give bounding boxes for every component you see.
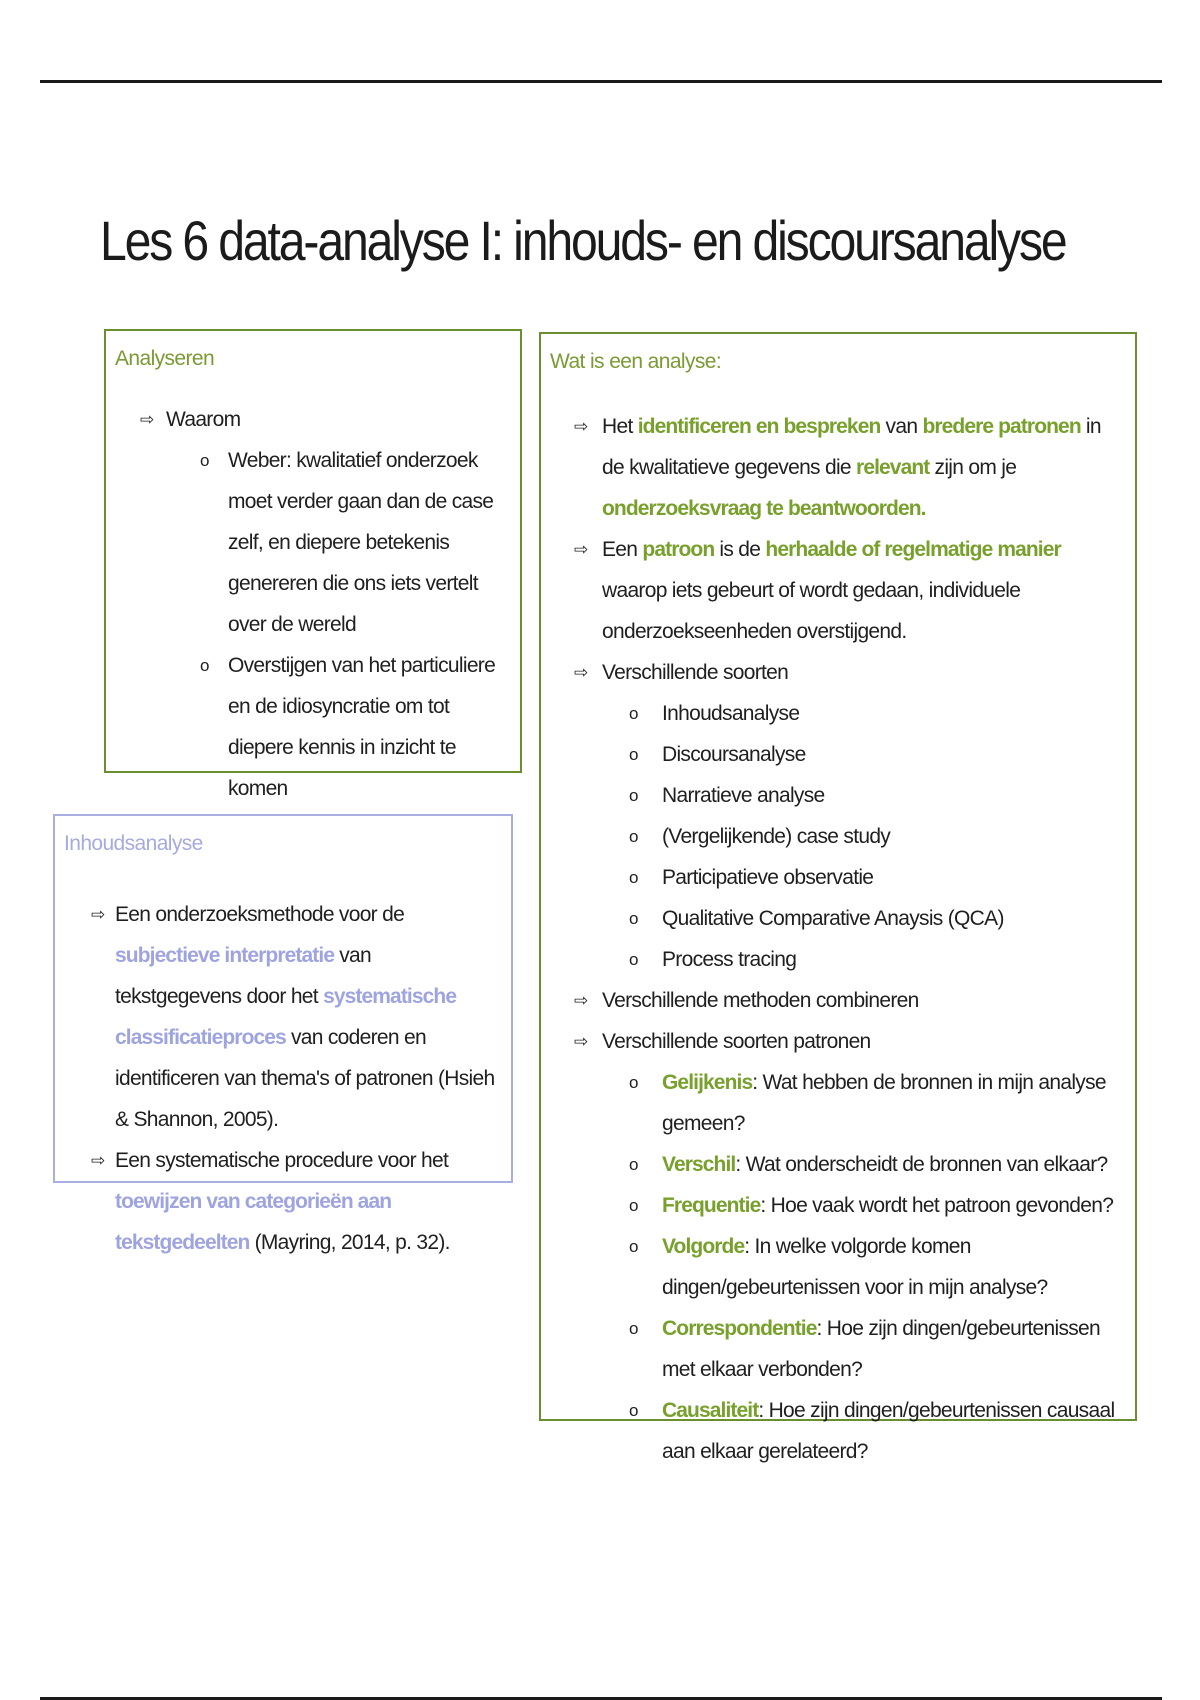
list-item xyxy=(541,406,1135,529)
patterns-sub-list xyxy=(602,1062,1125,1472)
analyseren-title: Analyseren xyxy=(115,347,215,370)
list-item xyxy=(541,652,1135,980)
sub-list-item xyxy=(602,1185,1125,1226)
sub-list-item xyxy=(602,734,1125,775)
highlight: subjectieve interpretatie xyxy=(115,944,335,967)
text: Een onderzoeksmethode voor de xyxy=(115,903,405,926)
circle-bullet-icon: o xyxy=(629,1196,638,1215)
sub-list-item xyxy=(602,1226,1125,1308)
sub-item-text: Discoursanalyse xyxy=(662,743,806,766)
arrow-right-icon: ⇨ xyxy=(574,1032,588,1051)
item-label: Verschillende methoden combineren xyxy=(602,989,919,1012)
pattern-term: Verschil xyxy=(662,1153,736,1176)
sub-item-text: Inhoudsanalyse xyxy=(662,702,800,725)
pattern-text: : Hoe zijn dingen/gebeurtenissen causaal aan elkaar gerelateerd? xyxy=(662,1399,1115,1463)
text: van tekstgegevens door het xyxy=(115,944,371,1008)
arrow-right-icon: ⇨ xyxy=(140,410,154,429)
arrow-right-icon: ⇨ xyxy=(91,905,105,924)
sub-item-text: Participatieve observatie xyxy=(662,866,874,889)
pattern-text: : Hoe zijn dingen/gebeurtenissen met elkaar verbonden? xyxy=(662,1317,1101,1381)
highlight: onderzoeksvraag te beantwoorden. xyxy=(602,497,926,520)
sub-list-item xyxy=(602,775,1125,816)
pattern-term: Correspondentie xyxy=(662,1317,817,1340)
circle-bullet-icon: o xyxy=(629,1155,638,1174)
list-item xyxy=(541,1021,1135,1472)
arrow-right-icon: ⇨ xyxy=(574,663,588,682)
pattern-term: Volgorde xyxy=(662,1235,745,1258)
sub-list-item xyxy=(602,1062,1125,1144)
sub-list-item xyxy=(602,1390,1125,1472)
sub-list-item xyxy=(602,939,1125,980)
text: Een systematische procedure voor het xyxy=(115,1149,449,1172)
sub-list-item xyxy=(602,816,1125,857)
circle-bullet-icon: o xyxy=(200,451,209,470)
list-item xyxy=(541,980,1135,1021)
sub-item-text: Overstijgen van het particuliere en de idiosyncratie om tot diepere kennis in inzicht te komen xyxy=(228,654,496,800)
text: is de xyxy=(714,538,766,561)
circle-bullet-icon: o xyxy=(629,1237,638,1256)
sub-item-text: Narratieve analyse xyxy=(662,784,825,807)
sub-item-text: Process tracing xyxy=(662,948,797,971)
circle-bullet-icon: o xyxy=(629,786,638,805)
list-item xyxy=(55,894,511,1140)
arrow-right-icon: ⇨ xyxy=(574,991,588,1010)
text: in de kwalitatieve gegevens die xyxy=(602,415,1101,479)
circle-bullet-icon: o xyxy=(629,1319,638,1338)
highlight: bredere patronen xyxy=(922,415,1081,438)
list-item xyxy=(55,1140,511,1263)
wat-is-analyse-title: Wat is een analyse: xyxy=(550,350,722,373)
arrow-right-icon: ⇨ xyxy=(574,417,588,436)
pattern-text: : Wat onderscheidt de bronnen van elkaar? xyxy=(735,1153,1108,1176)
pattern-term: Frequentie xyxy=(662,1194,761,1217)
circle-bullet-icon: o xyxy=(629,868,638,887)
sub-list-item xyxy=(602,898,1125,939)
sub-list-item xyxy=(602,857,1125,898)
text: zijn om je xyxy=(929,456,1017,479)
arrow-right-icon: ⇨ xyxy=(91,1151,105,1170)
item-label: Waarom xyxy=(166,408,241,431)
text: Het xyxy=(602,415,638,438)
sub-item-text: Weber: kwalitatief onderzoek moet verder gaan dan de case zelf, en diepere betekenis genereren die ons iets vertelt over de wereld xyxy=(228,449,494,636)
pattern-text: : Hoe vaak wordt het patroon gevonden? xyxy=(760,1194,1114,1217)
sub-item-text: Qualitative Comparative Anaysis (QCA) xyxy=(662,907,1004,930)
circle-bullet-icon: o xyxy=(200,656,209,675)
list-item xyxy=(541,529,1135,652)
analyseren-list xyxy=(106,399,520,809)
item-label: Verschillende soorten patronen xyxy=(602,1030,871,1053)
circle-bullet-icon: o xyxy=(629,745,638,764)
circle-bullet-icon: o xyxy=(629,827,638,846)
pattern-text: : Wat hebben de bronnen in mijn analyse gemeen? xyxy=(662,1071,1106,1135)
text: waarop iets gebeurt of wordt gedaan, individuele onderzoekseenheden overstijgend. xyxy=(602,579,1021,643)
circle-bullet-icon: o xyxy=(629,950,638,969)
text: van xyxy=(880,415,923,438)
highlight: relevant xyxy=(856,456,930,479)
sub-list-item xyxy=(602,1308,1125,1390)
highlight: identificeren en bespreken xyxy=(637,415,881,438)
pattern-term: Causaliteit xyxy=(662,1399,759,1422)
circle-bullet-icon: o xyxy=(629,909,638,928)
sub-list xyxy=(602,693,1125,980)
text: (Mayring, 2014, p. 32). xyxy=(249,1231,450,1254)
circle-bullet-icon: o xyxy=(629,704,638,723)
arrow-right-icon: ⇨ xyxy=(574,540,588,559)
wat-is-analyse-box xyxy=(539,332,1137,1463)
sub-list xyxy=(166,440,520,809)
inhoudsanalyse-list xyxy=(55,894,511,1263)
highlight: patroon xyxy=(642,538,715,561)
inhoudsanalyse-title: Inhoudsanalyse xyxy=(64,832,203,855)
circle-bullet-icon: o xyxy=(629,1073,638,1092)
top-rule xyxy=(40,80,1162,83)
sub-list-item xyxy=(602,693,1125,734)
inhoudsanalyse-box xyxy=(53,814,513,1254)
pattern-term: Gelijkenis xyxy=(662,1071,753,1094)
text: Een xyxy=(602,538,643,561)
text: van coderen en identificeren van thema's of patronen (Hsieh & Shannon, 2005). xyxy=(115,1026,495,1131)
analyseren-box xyxy=(104,329,522,800)
sub-list-item xyxy=(168,645,520,809)
highlight: herhaalde of regelmatige manier xyxy=(765,538,1061,561)
circle-bullet-icon: o xyxy=(629,1401,638,1420)
sub-item-text: (Vergelijkende) case study xyxy=(662,825,891,848)
highlight: toewijzen van categorieën aan tekstgedeelten xyxy=(115,1190,392,1254)
wat-is-analyse-list xyxy=(541,406,1135,1472)
list-item xyxy=(106,399,520,809)
highlight: systematische classificatieproces xyxy=(115,985,457,1049)
sub-list-item xyxy=(168,440,520,645)
item-label: Verschillende soorten xyxy=(602,661,789,684)
sub-list-item xyxy=(602,1144,1125,1185)
page-title: Les 6 data-analyse I: inhouds- en discoursanalyse xyxy=(100,209,1066,272)
pattern-text: : In welke volgorde komen dingen/gebeurtenissen voor in mijn analyse? xyxy=(662,1235,1048,1299)
